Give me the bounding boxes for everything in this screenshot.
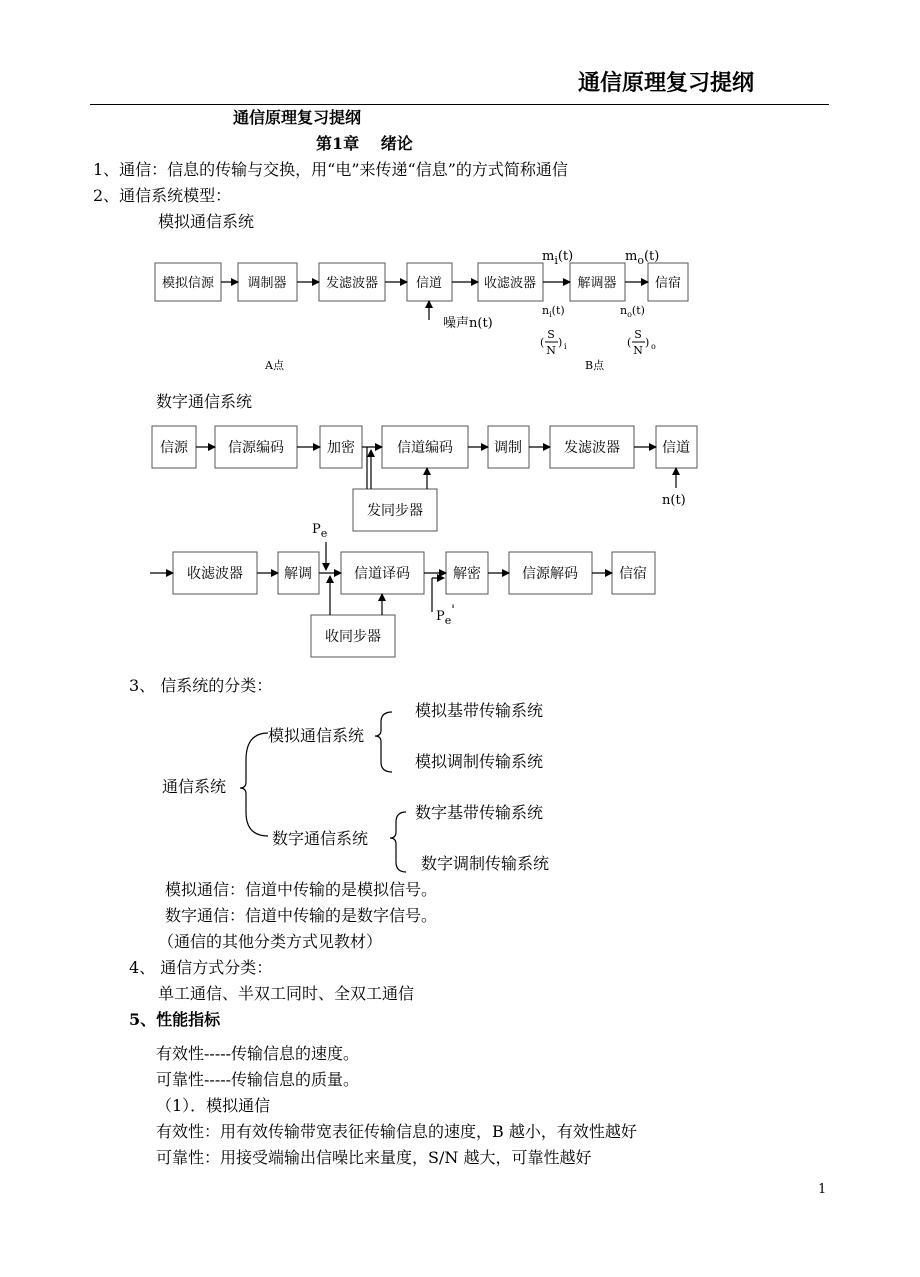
analog-block-sink: 信宿 [654, 276, 682, 291]
analog-brace [375, 712, 392, 772]
analog-block-source: 模拟信源 [161, 276, 215, 291]
pe-label: $P_e$ [312, 522, 328, 540]
svg-text:): ) [558, 336, 563, 349]
class-analog: 模拟通信系统 [268, 726, 365, 745]
analog-block-modulator: 调制器 [247, 276, 287, 291]
digital-definition: 数字通信：信道中传输的是数字信号。 [165, 906, 438, 925]
svg-text:N: N [546, 344, 556, 357]
tx-block-channel: 信道 [662, 440, 690, 456]
subsection-analog: （1）．模拟通信 [156, 1096, 271, 1115]
item-5-heading: 5、性能指标 [129, 1010, 221, 1029]
document-title: 通信原理复习提纲 [233, 108, 362, 127]
digital-tx-diagram [152, 426, 697, 531]
tx-block-source: 信源 [160, 440, 188, 456]
svg-text:i: i [564, 342, 567, 351]
digital-rx-diagram [150, 522, 655, 657]
other-classification-note: （通信的其他分类方式见教材） [158, 932, 383, 951]
analog-block-channel: 信道 [415, 276, 443, 291]
mo-label: $m_o(t)$ [625, 249, 660, 267]
digital-system-heading: 数字通信系统 [156, 392, 253, 411]
analog-system-diagram [155, 249, 688, 372]
page-number: 1 [818, 1182, 827, 1197]
rx-block-demodulation: 解调 [284, 566, 312, 582]
classification-tree [162, 701, 549, 873]
digital-brace [390, 812, 406, 872]
class-digital-baseband: 数字基带传输系统 [415, 803, 544, 822]
analog-effectiveness: 有效性：用有效传输带宽表征传输信息的速度，B 越小，有效性越好 [156, 1122, 637, 1141]
svg-text:o: o [651, 342, 656, 351]
svg-text:(: ( [627, 336, 632, 349]
noise-label: 噪声n(t) [443, 316, 493, 331]
analog-block-rx-filter: 收滤波器 [483, 276, 537, 291]
point-a-label: A点 [265, 359, 284, 372]
item-4-text: 4、 通信方式分类： [129, 958, 273, 977]
class-digital: 数字通信系统 [272, 829, 369, 848]
rx-block-decrypt: 解密 [453, 566, 481, 582]
mi-label: $m_i(t)$ [542, 249, 574, 267]
analog-system-heading: 模拟通信系统 [158, 212, 255, 231]
svg-text:(: ( [540, 336, 545, 349]
no-label: $n_o(t)$ [620, 304, 645, 319]
tx-block-source-encoder: 信源编码 [228, 440, 284, 456]
item-1-text: 1、通信：信息的传输与交换，用“电”来传递“信息”的方式简称通信 [93, 160, 568, 179]
rx-block-sink: 信宿 [619, 566, 647, 582]
snr-output-fraction [627, 328, 656, 357]
rx-block-rx-filter: 收滤波器 [187, 566, 243, 582]
class-analog-modulated: 模拟调制传输系统 [415, 752, 544, 771]
tx-block-encrypt: 加密 [327, 440, 355, 456]
class-root: 通信系统 [162, 777, 227, 796]
analog-block-tx-filter: 发滤波器 [325, 276, 379, 291]
tx-block-modulation: 调制 [494, 440, 522, 456]
rx-block-source-decoder: 信源解码 [522, 566, 578, 582]
rx-sync-label: 收同步器 [325, 629, 381, 645]
analog-reliability: 可靠性：用接受端输出信噪比来量度，S/N 越大，可靠性越好 [156, 1148, 592, 1167]
svg-text:N: N [633, 344, 643, 357]
tx-block-tx-filter: 发滤波器 [564, 440, 620, 456]
svg-text:): ) [645, 336, 650, 349]
running-header-title: 通信原理复习提纲 [578, 71, 755, 96]
snr-input-fraction [540, 328, 567, 357]
item-2-text: 2、通信系统模型： [93, 186, 232, 205]
digital-noise-label: n(t) [662, 493, 686, 508]
chapter-heading: 第1章 绪论 [316, 134, 413, 153]
root-brace [240, 733, 268, 836]
svg-text:S: S [547, 328, 555, 341]
item-3-text: 3、 信系统的分类： [129, 676, 273, 695]
analog-definition: 模拟通信：信道中传输的是模拟信号。 [165, 880, 438, 899]
reliability-line: 可靠性-----传输信息的质量。 [156, 1070, 360, 1089]
rx-block-channel-decoder: 信道译码 [354, 566, 410, 582]
communication-modes: 单工通信、半双工同时、全双工通信 [158, 984, 415, 1003]
tx-sync-label: 发同步器 [367, 503, 423, 519]
tx-block-channel-encoder: 信道编码 [397, 440, 453, 456]
class-analog-baseband: 模拟基带传输系统 [415, 701, 544, 720]
analog-block-demodulator: 解调器 [577, 276, 617, 291]
point-b-label: B点 [585, 359, 605, 372]
pe2-label: $P_e'$ [436, 603, 455, 627]
effectiveness-line: 有效性-----传输信息的速度。 [156, 1044, 360, 1063]
ni-label: $n_i(t)$ [542, 304, 565, 319]
class-digital-modulated: 数字调制传输系统 [421, 854, 550, 873]
svg-text:S: S [634, 328, 642, 341]
